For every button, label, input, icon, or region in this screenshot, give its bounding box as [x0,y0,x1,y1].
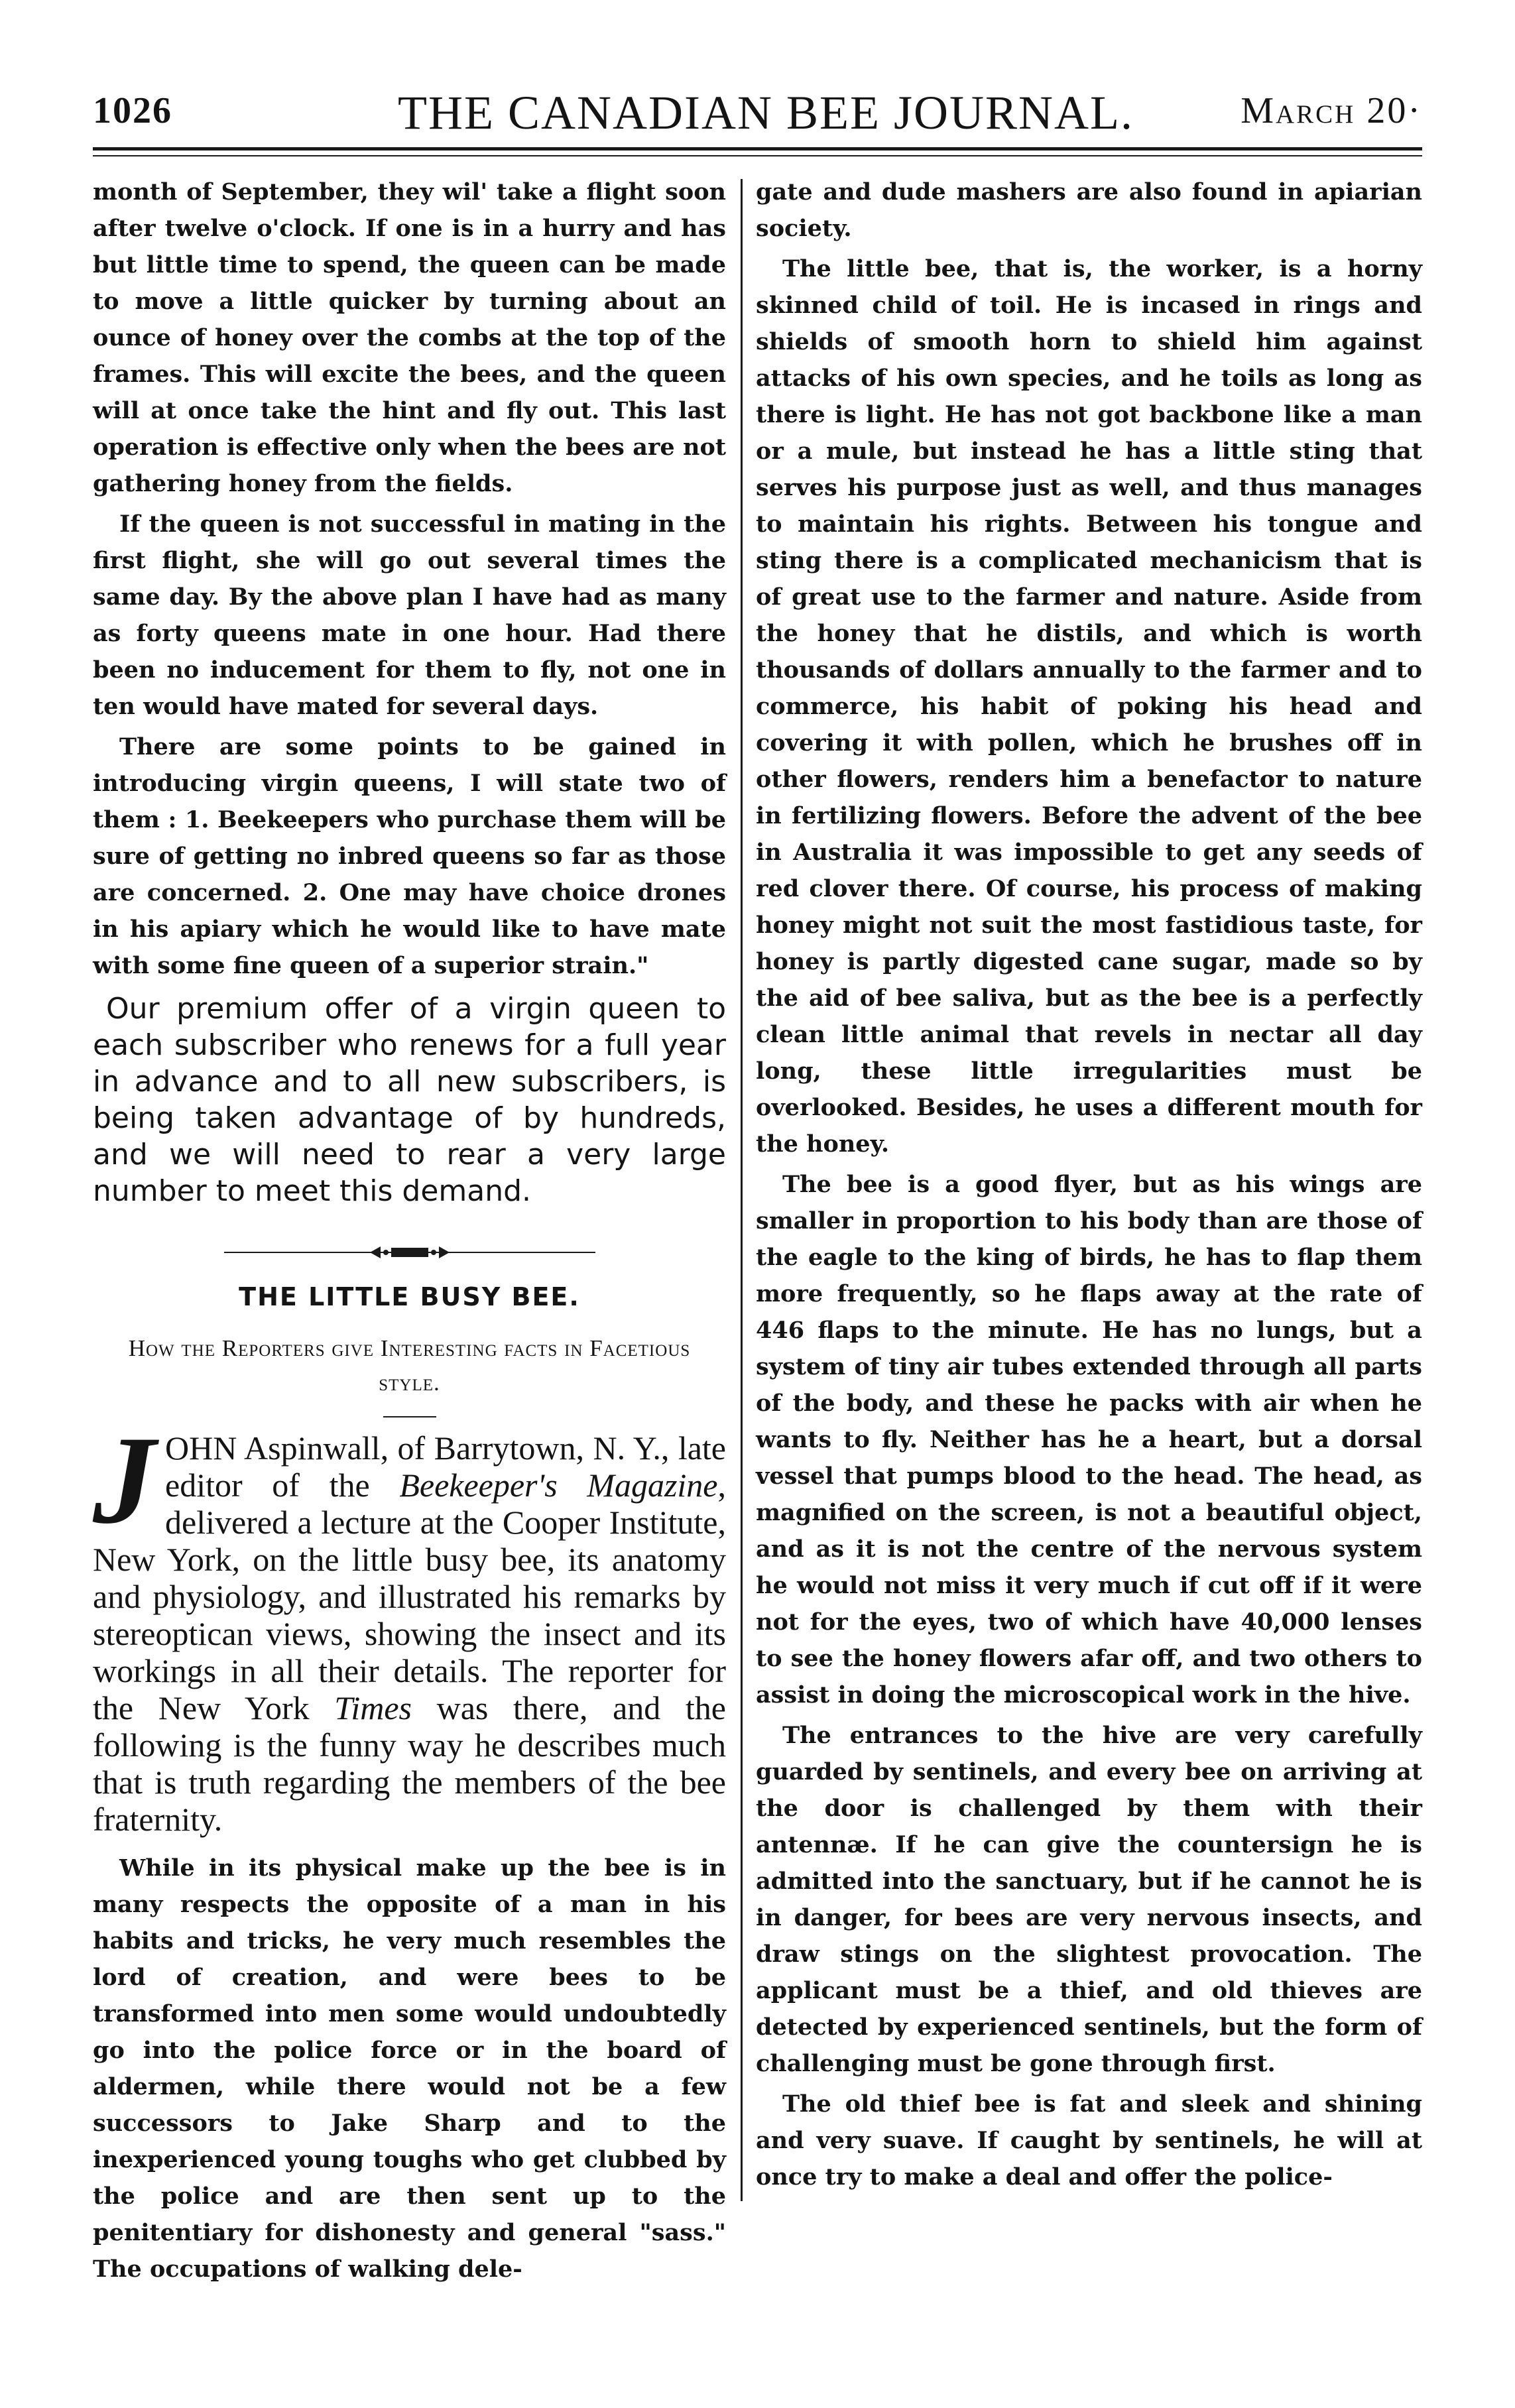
page-number: 1026 [93,90,172,131]
left-paragraph-1: month of September, they wil' take a flight soon after twelve o'clock. If one is in a hurry and has but little time to spend, the queen can be made to move a little quicker by turning about an ounce of honey over the combs at the top of the frames. This will excite the bees, and the queen will at once take the hint and fly out. This last operation is effective only when the bees are not gathering honey from the fields. [93,178,726,497]
magazine-name: Beekeeper's Magazine [399,1467,718,1504]
right-paragraph-4: The entrances to the hive are very carefully guarded by sentinels, and every bee on arriving at the door is challenged by them with their antennæ. If he can give the countersign he is admitted into the sanctuary, but if he cannot he is in danger, for bees are very nervous insects, and draw stings on the slightest provocation. The applicant must be a thief, and old thieves are detected by experienced sentinels, but the form of challenging must be gone through first. [756,1722,1422,2077]
subtitle-rule [383,1416,436,1417]
left-paragraph-2: If the queen is not successful in mating in the first flight, she will go out several times the same day. By the above plan I have had as many as forty queens mate in one hour. Had there been no inducement for them to fly, not one in ten would have mated for several days. [93,511,726,720]
drop-cap: J [93,1411,156,1550]
right-paragraph-1: gate and dude mashers are also found in apiarian society. [756,178,1422,242]
left-column [93,174,726,2291]
section-ornament [224,1242,595,1262]
premium-offer: Our premium offer of a virgin queen to each subscriber who renews for a full year in advance and to all new subscribers, is being taken advantage of by hundreds, and we will need to rear a very large number to meet this demand. [93,992,726,1208]
lead-text-2: , delivered a lecture at the Cooper Institute, New York, on the little busy bee, its anatomy and physiology, and illustrated his remarks by stereoptican views, showing the insect and its workings in all their details. The reporter for the New York [93,1467,726,1726]
page-header [93,70,1422,149]
article-title: THE LITTLE BUSY BEE. [239,1282,580,1311]
header-rule-thin [93,155,1422,156]
newspaper-name: Times [334,1689,412,1726]
right-column [756,174,1422,2199]
lead-text-1: OHN Aspinwall, of Barrytown, N. Y., late editor of the [165,1429,726,1504]
left-paragraph-3: There are some points to be gained in introducing virgin queens, I will state two of them : 1. Beekeepers who purchase them will be sure of getting no inbred queens so far as those are concerned. 2. One may have choice drones in his apiary which he would like to have mate with some fine queen of a superior strain." [93,733,726,979]
header-rule [93,147,1422,150]
issue-date: March 20· [1241,90,1422,131]
right-paragraph-5: The old thief bee is fat and sleek and shining and very suave. If caught by sentinels, he will at once try to make a deal and offer the police- [756,2090,1422,2191]
column-divider [741,179,743,2201]
article-lead-paragraph [93,1411,726,1838]
lead-text-3: was there, and the following is the funny way he describes much that is truth regarding the members of the bee fraternity. [93,1689,726,1838]
right-paragraph-2: The little bee, that is, the worker, is a horny skinned child of toil. He is incased in rings and shields of smooth horn to shield him against attacks of his own species, and he toils as long as there is light. He has not got backbone like a man or a mule, but instead he has a little sting that serves his purpose just as well, and thus manages to maintain his rights. Between his tongue and sting there is a complicated mechanicism that is of great use to the farmer and nature. Aside from the honey that he distils, and which is worth thousands of dollars annually to the farmer and to commerce, his habit of poking his head and covering it with pollen, which he brushes off in other flowers, renders him a benefactor to nature in fertilizing flowers. Before the advent of the bee in Australia it was impossible to get any seeds of red clover there. Of course, his process of making honey might not suit the most fastidious taste, for honey is partly digested cane sugar, made so by the aid of bee saliva, but as the bee is a perfectly clean little animal that revels in nectar all day long, these little irregularities must be overlooked. Besides, he uses a different mouth for the honey. [756,255,1422,1158]
article-paragraph-2: While in its physical make up the bee is in many respects the opposite of a man in his habits and tricks, he very much resembles the lord of creation, and were bees to be transformed into men some would undoubtedly go into the police force or in the board of aldermen, while there would not be a few successors to Jake Sharp and to the inexperienced young toughs who get clubbed by the police and are then sent up to the penitentiary for dishonesty and general "sass." The occupations of walking dele- [93,1854,726,2283]
article-subtitle: How the Reporters give Interesting facts in Facetious style. [128,1335,691,1396]
journal-title: THE CANADIAN BEE JOURNAL. [398,86,1134,139]
right-paragraph-3: The bee is a good flyer, but as his wings are smaller in proportion to his body than are those of the eagle to the king of birds, he has to flap them more frequently, so he flaps away at the rate of 446 flaps to the minute. He has no lungs, but a system of tiny air tubes extended through all parts of the body, and these he packs with air when he wants to fly. Neither has he a heart, but a dorsal vessel that pumps blood to the head. The head, as magnified on the screen, is not a beautiful object, and as it is not the centre of the nervous system he would not miss it very much if cut off if it were not for the eyes, two of which have 40,000 lenses to see the honey flowers afar off, and two others to assist in doing the microscopical work in the hive. [756,1171,1422,1709]
